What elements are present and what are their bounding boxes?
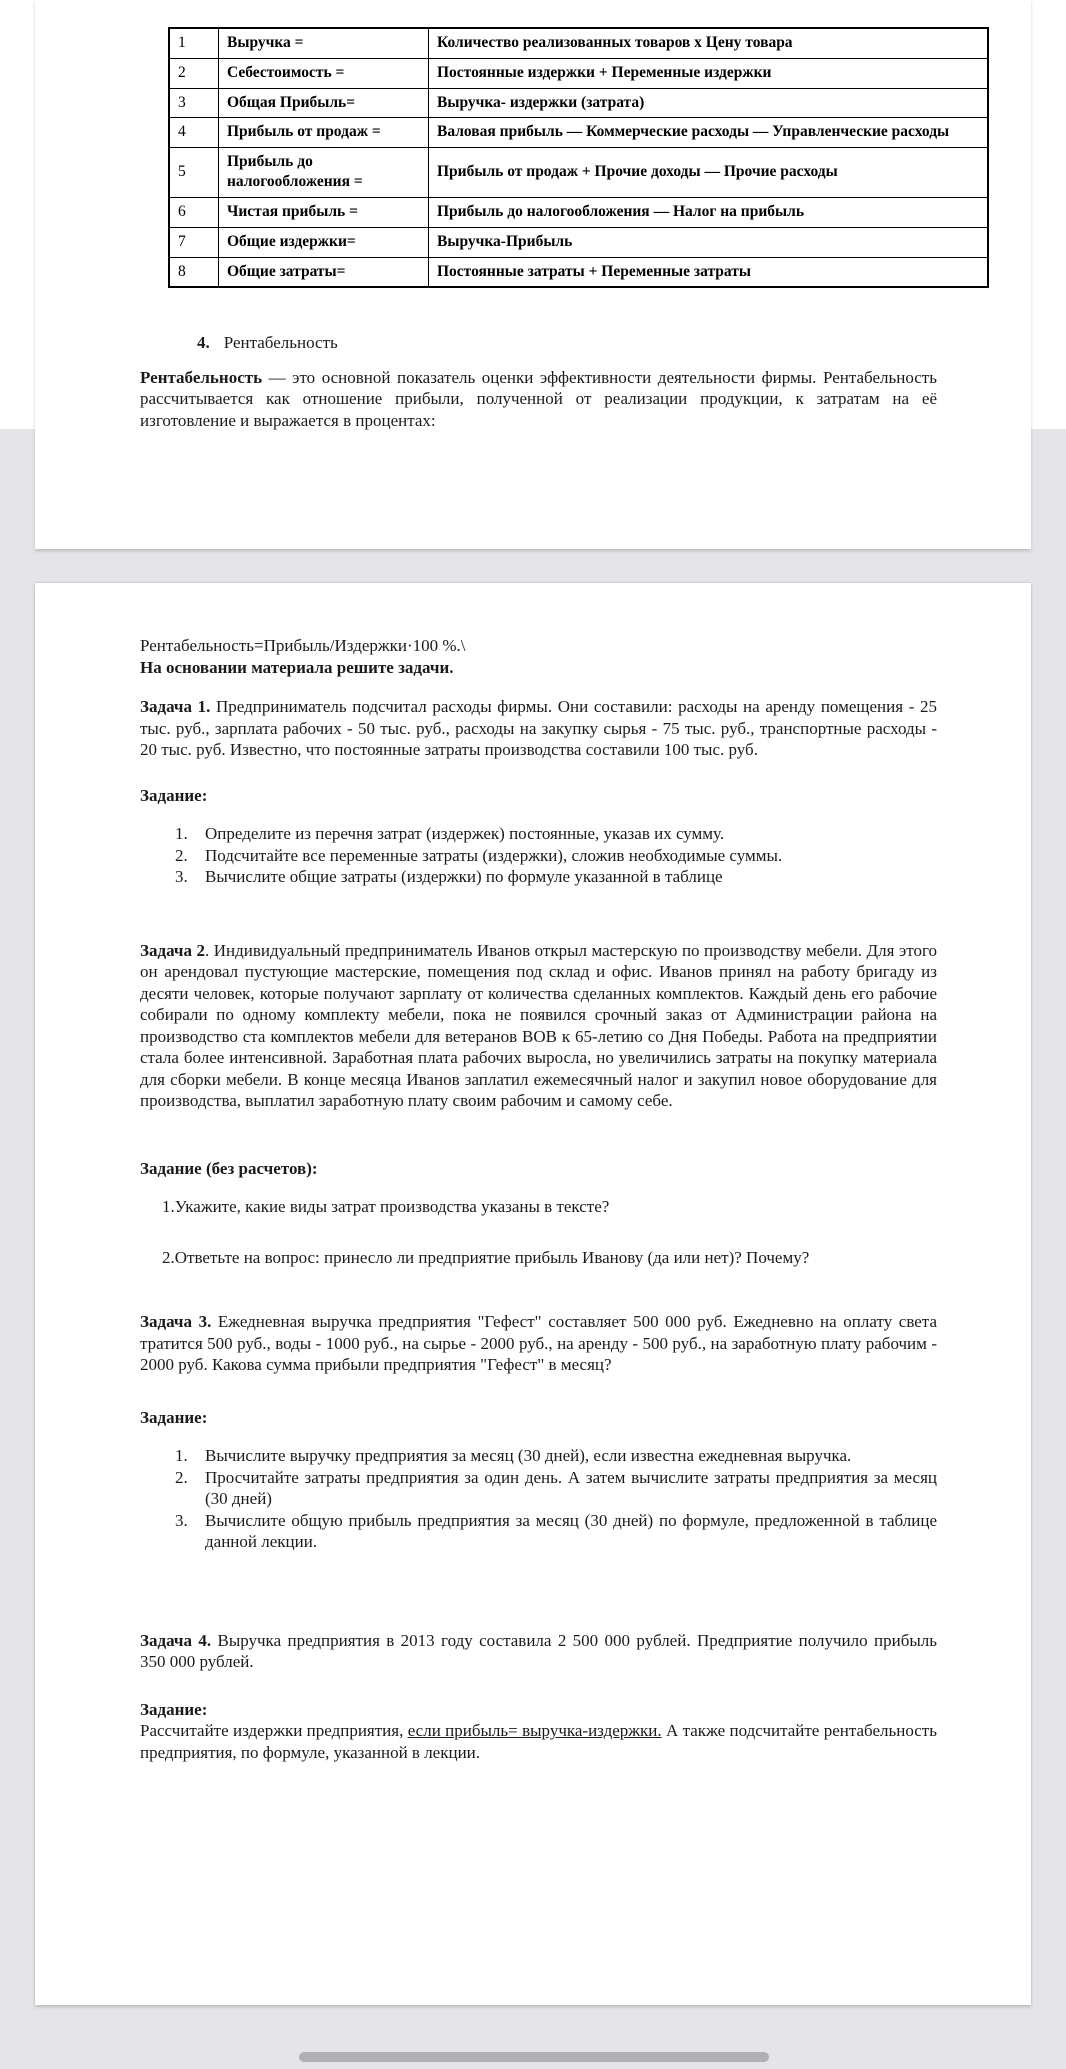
task4-instruction-post: А также подсчитайте рентабельность предприятия, по формуле, указанной в лекции. bbox=[140, 1721, 937, 1762]
table-row bbox=[169, 58, 988, 88]
row-term: Прибыль от продаж = bbox=[219, 118, 429, 148]
row-number: 1 bbox=[169, 28, 219, 58]
intro-lead: Рентабельность bbox=[140, 367, 263, 387]
row-formula: Постоянные затраты + Переменные затраты bbox=[429, 257, 989, 287]
page2-content bbox=[140, 583, 937, 1763]
row-term: Прибыль до налогообложения = bbox=[219, 148, 429, 198]
intro-body: — это основной показатель оценки эффективности деятельности фирмы. Рентабельность рассчитывается как отношение прибыли, полученной от реализации продукции, к затратам на её изготовление и выражается в процентах: bbox=[140, 367, 937, 430]
section-heading bbox=[140, 332, 937, 354]
task4-zadanie-label: Задание: bbox=[140, 1699, 208, 1719]
row-formula: Постоянные издержки + Переменные издержки bbox=[429, 58, 989, 88]
row-term: Себестоимость = bbox=[219, 58, 429, 88]
row-formula: Прибыль до налогообложения — Налог на прибыль bbox=[429, 197, 989, 227]
row-term: Выручка = bbox=[219, 28, 429, 58]
task3-label: Задача 3. bbox=[140, 1312, 212, 1331]
section-title: Рентабельность bbox=[223, 333, 338, 353]
document-page-1 bbox=[35, 0, 1031, 549]
task3-text: Ежедневная выручка предприятия "Гефест" составляет 500 000 руб. Ежедневно на оплату света тратится 500 руб., воды - 1000 руб., на сырье - 2000 руб., на аренду - 500 руб., на заработную плату рабочим - 2000 руб. Какова сумма прибыли предприятия "Гефест" в месяц? bbox=[140, 1312, 937, 1374]
table-row bbox=[169, 227, 988, 257]
table-row bbox=[169, 148, 988, 198]
row-number: 4 bbox=[169, 118, 219, 148]
instruction-line: На основании материала решите задачи. bbox=[140, 657, 454, 677]
row-term: Общие затраты= bbox=[219, 257, 429, 287]
task1-zadanie-label: Задание: bbox=[140, 785, 208, 805]
section-number: 4. bbox=[197, 333, 210, 353]
task2-paragraph bbox=[140, 940, 937, 1112]
document-page-2 bbox=[35, 583, 1031, 2005]
table-row bbox=[169, 197, 988, 227]
task2-label: Задача 2 bbox=[140, 940, 205, 960]
row-term: Общие издержки= bbox=[219, 227, 429, 257]
task4-instruction bbox=[140, 1720, 937, 1763]
rentability-formula-line: Рентабельность=Прибыль/Издержки·100 %.\ bbox=[140, 636, 466, 655]
row-number: 7 bbox=[169, 227, 219, 257]
page1-bleed-left bbox=[0, 0, 36, 429]
task4-instruction-pre: Рассчитайте издержки предприятия, bbox=[140, 1721, 408, 1740]
row-number: 8 bbox=[169, 257, 219, 287]
list-item: Подсчитайте все переменные затраты (издержки), сложив необходимые суммы. bbox=[205, 845, 783, 865]
task3-zadanie-label: Задание: bbox=[140, 1407, 208, 1427]
table-row bbox=[169, 118, 988, 148]
task2-question-1: 1.Укажите, какие виды затрат производства указаны в тексте? bbox=[162, 1197, 610, 1216]
row-formula: Выручка- издержки (затрата) bbox=[429, 88, 989, 118]
task3-list bbox=[140, 1445, 937, 1553]
task1-paragraph bbox=[140, 696, 937, 761]
table-row bbox=[169, 257, 988, 287]
row-formula: Прибыль от продаж + Прочие доходы — Прочие расходы bbox=[429, 148, 989, 198]
task4-paragraph bbox=[140, 1630, 937, 1673]
task4-text: Выручка предприятия в 2013 году составила 2 500 000 рублей. Предприятие получило прибыль 350 000 рублей. bbox=[140, 1630, 937, 1671]
list-item: Просчитайте затраты предприятия за один день. А затем вычислите затраты предприятия за месяц (30 дней) bbox=[205, 1467, 937, 1508]
intro-paragraph bbox=[140, 367, 937, 432]
task2-text: . Индивидуальный предприниматель Иванов открыл мастерскую по производству мебели. Для этого он арендовал пустующие мастерские, помещения под склад и офис. Иванов принял на работу бригаду из десяти человек, которые получают зарплату от количества сделанных комплектов. Каждый день его рабочие собирали по одному комплекту мебели, пока не появился срочный заказ от Администрации района на производство ста комплектов мебели для ветеранов ВОВ к 65-летию со Дня Победы. Работа на предприятии стала более интенсивной. Заработная плата рабочих выросла, но увеличились затраты на покупку материала для сборки мебели. В конце месяца Иванов заплатил ежемесячный налог и закупил новое оборудование для производства, выплатил заработную плату своим рабочим и самому себе. bbox=[140, 940, 938, 1110]
row-number: 3 bbox=[169, 88, 219, 118]
row-number: 5 bbox=[169, 148, 219, 198]
row-formula: Выручка-Прибыль bbox=[429, 227, 989, 257]
list-item: Вычислите общую прибыль предприятия за месяц (30 дней) по формуле, предложенной в таблице данной лекции. bbox=[205, 1510, 937, 1551]
task1-list bbox=[140, 823, 937, 888]
task2-question-2: 2.Ответьте на вопрос: принесло ли предприятие прибыль Иванову (да или нет)? Почему? bbox=[162, 1247, 810, 1267]
list-item: Вычислите выручку предприятия за месяц (30 дней), если известна ежедневная выручка. bbox=[205, 1446, 852, 1465]
task4-instruction-underlined: если прибыль= выручка-издержки. bbox=[407, 1721, 662, 1740]
task2-zadanie-label: Задание (без расчетов): bbox=[140, 1158, 318, 1178]
row-number: 2 bbox=[169, 58, 219, 88]
list-item: Определите из перечня затрат (издержек) постоянные, указав их сумму. bbox=[205, 824, 725, 843]
row-formula: Валовая прибыль — Коммерческие расходы — Управленческие расходы bbox=[429, 118, 989, 148]
page1-bleed-right bbox=[1030, 0, 1066, 429]
table-row bbox=[169, 28, 988, 58]
table-row bbox=[169, 88, 988, 118]
formulas-table-wrap bbox=[168, 27, 950, 288]
list-item: Вычислите общие затраты (издержки) по формуле указанной в таблице bbox=[205, 867, 723, 886]
row-term: Общая Прибыль= bbox=[219, 88, 429, 118]
task4-label: Задача 4. bbox=[140, 1630, 212, 1650]
task1-text: Предприниматель подсчитал расходы фирмы. Они составили: расходы на аренду помещения - 25 тыс. руб., зарплата рабочих - 50 тыс. руб., расходы на закупку сырья - 75 тыс. руб., транспортные расходы - 20 тыс. руб. Известно, что постоянные затраты производства составили 100 тыс. руб. bbox=[140, 697, 937, 759]
row-formula: Количество реализованных товаров х Цену товара bbox=[429, 28, 989, 58]
row-number: 6 bbox=[169, 197, 219, 227]
formulas-table bbox=[168, 27, 989, 288]
row-term: Чистая прибыль = bbox=[219, 197, 429, 227]
task1-label: Задача 1. bbox=[140, 697, 211, 716]
task3-paragraph bbox=[140, 1311, 937, 1376]
page1-content bbox=[140, 27, 950, 431]
scroll-indicator-bar[interactable] bbox=[299, 2052, 769, 2062]
